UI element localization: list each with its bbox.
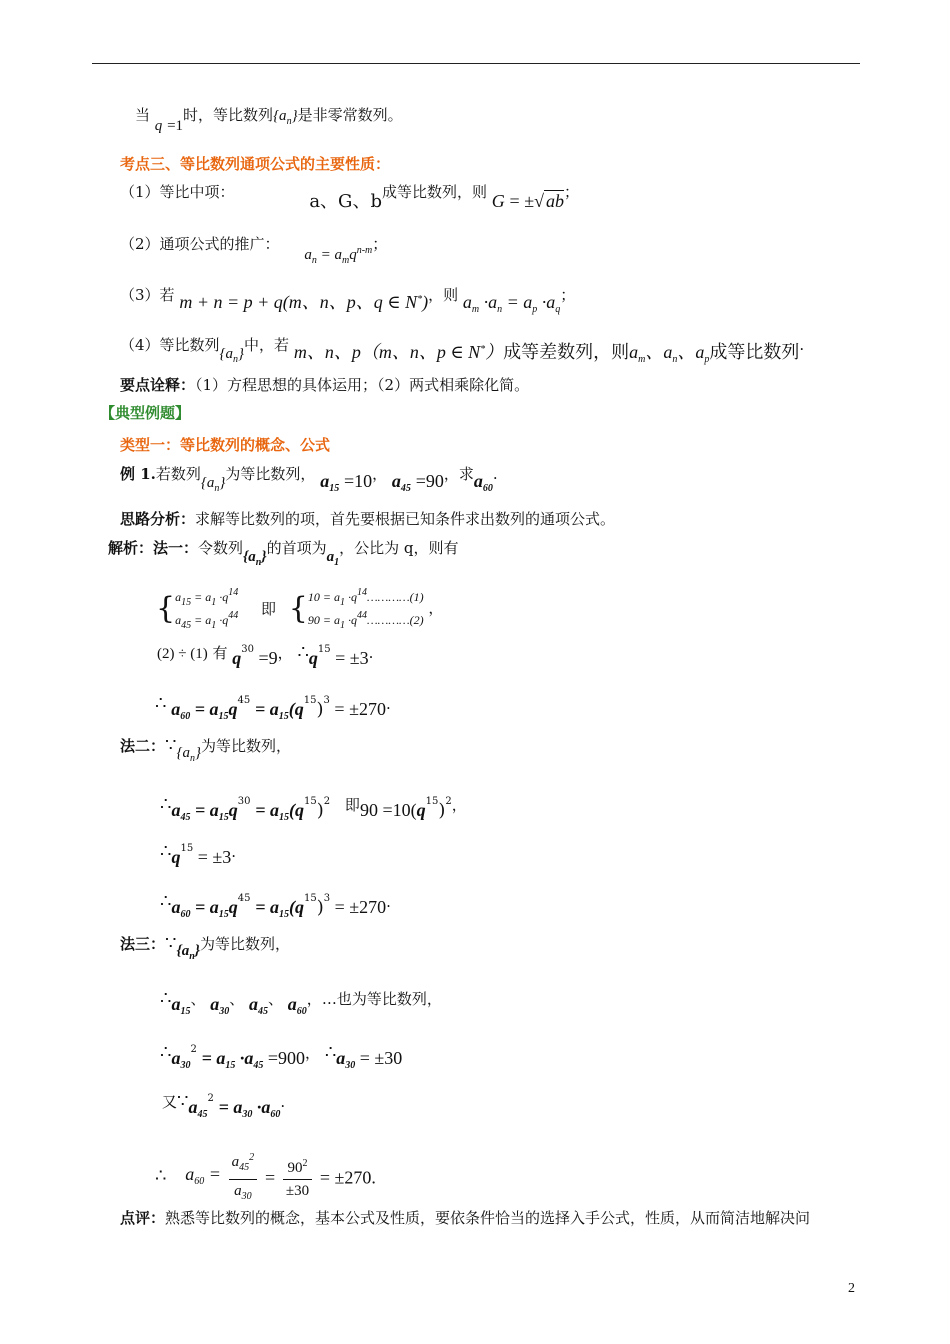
method3-label: 法三： [120, 935, 166, 953]
type1-heading: 类型一：等比数列的概念、公式 [120, 436, 331, 454]
equation-system: {$a_{15} = a_1 \cdot q^{14}$ $a_{45} = a_1 \cdot q^{44}$ 即 {$10 = a_1$ $\cdot q^{14}\dots\dots\dots\dots(1)$ $90 = a_1$ $\cdot q^{44}\dots\dots\dots\dots(2)$ ， [156, 587, 444, 631]
example-label: 例 1. [120, 465, 156, 483]
text: 令数列 [198, 539, 244, 557]
page-number: 2 [848, 1281, 855, 1296]
text: 为等比数列， [225, 465, 316, 483]
text: ，公比为 q，则有 [339, 539, 459, 557]
text: ，则 [428, 286, 459, 304]
text: 成等比数列，则 [381, 183, 487, 201]
m2-step3: $\therefore a_{60} = a_{15}q^{45} = a_{15}(q^{15})^3 = \pm 270$. [160, 891, 391, 920]
text: 是非零常数列。 [297, 106, 403, 124]
keypoint [120, 374, 529, 396]
text: （4）等比数列 [120, 336, 220, 354]
m2-step2: $\therefore q^{15} = \pm 3$. [160, 841, 236, 867]
m2-step1: $\therefore a_{45} = a_{15}q^{30} = a_{15}(q^{15})^2$ 即$90 =10(q^{15})^2$， [160, 794, 467, 823]
nonzero-constant-line: 当 q =1时，等比数列$\{a_n\}$是非零常数列。 [135, 106, 403, 134]
text: 若数列 [155, 465, 201, 483]
m3-step3: 又$\because a_{45}^2 = a_{30} \cdot a_{60}$. [162, 1091, 286, 1120]
text: 时，等比数列 [183, 106, 274, 124]
text: 成等差数列，则 [503, 342, 630, 363]
text: 为等比数列， [200, 935, 291, 953]
text: 又 [162, 1093, 178, 1111]
text: （3）若 [120, 286, 175, 304]
abg: a、G、b [309, 191, 382, 212]
text: （1）等比中项： [120, 183, 235, 201]
solution-method1: 解析：法一：令数列$\{a_n\}$的首项为$a_1$，公比为 q，则有 [108, 539, 459, 568]
solution-label: 解析：法一： [108, 539, 199, 557]
property-1: （1）等比中项： a、G、b成等比数列，则 G = ±√ ab； [120, 183, 579, 212]
thinking-label: 思路分析： [120, 510, 196, 528]
header-rule [92, 63, 860, 64]
comment-label: 点评： [120, 1209, 166, 1227]
text: 为等比数列， [200, 737, 291, 755]
text: 即 [260, 600, 276, 618]
m3-step4: ∴ $a_{60}$ = $\frac{a_{45}^2}{a_{30}}$ = $\frac{90^2}{\pm 30}$ = ±270. [155, 1147, 376, 1208]
comment [120, 1207, 810, 1229]
text: 中，若 [244, 336, 290, 354]
method2: 法二：$\because\{a_n\}$为等比数列， [120, 735, 291, 764]
thinking-text: 求解等比数列的项，首先要根据已知条件求出数列的通项公式。 [195, 510, 616, 528]
method2-label: 法二： [120, 737, 166, 755]
m3-step2: $\therefore a_{30}^2 = a_{15} \cdot a_{45} =900$， $\therefore a_{30} = \pm 30$ [160, 1042, 403, 1071]
keypoint-label: 要点诠释： [120, 376, 196, 394]
property-2: （2）通项公式的推广： $a_n = a_mq^{n-m}$； [120, 235, 388, 266]
m3-step1: $\therefore a_{15}$、 $a_{30}$、 $a_{45}$、 $a_{60}$，…也为等比数列， [160, 988, 442, 1017]
comment-text: 熟悉等比数列的概念，基本公式及性质，要依条件恰当的选择入手公式，性质，从而简洁地解决问 [165, 1209, 811, 1227]
text: 成等比数列 [709, 342, 800, 363]
property-3: （3）若 m + n = p + q(m、n、p、q ∈ N*)，则 $a_m \cdot a_n = a_p \cdot a_q$； [120, 286, 576, 315]
text: 的首项为 [266, 539, 327, 557]
typical-examples-heading: 【典型例题】 [100, 404, 191, 422]
divide-step: (2) ÷ (1) 有 $q^{30} =9$， $\therefore q^{15} = \pm 3$. [157, 642, 374, 668]
text: 即 [344, 796, 360, 814]
keypoint-text: （1）方程思想的具体运用；（2）两式相乘除化简。 [195, 376, 530, 394]
text: …也为等比数列， [321, 990, 442, 1008]
result-method1: ∴ $a_{60} = a_{15}q^{45} = a_{15}(q^{15})^3 = \pm 270$. [155, 693, 391, 722]
text: 求 [458, 465, 474, 483]
method3: 法三：$\because\{a_n\}$为等比数列， [120, 933, 291, 962]
thinking [120, 508, 615, 530]
section3-heading: 考点三、等比数列通项公式的主要性质： [120, 155, 391, 173]
text: 当 [135, 106, 151, 124]
property-4: （4）等比数列$\{a_n\}$中，若 m、n、p（m、n、p ∈ N*）成等差数列，则$a_m$、$a_n$、$a_p$成等比数列. [120, 336, 805, 365]
example-1: 例 1.若数列$\{a_n\}$为等比数列， $a_{15} =10$， $a_{45} =90$，求$a_{60}$. [120, 465, 498, 494]
text: （2）通项公式的推广： [120, 235, 280, 253]
